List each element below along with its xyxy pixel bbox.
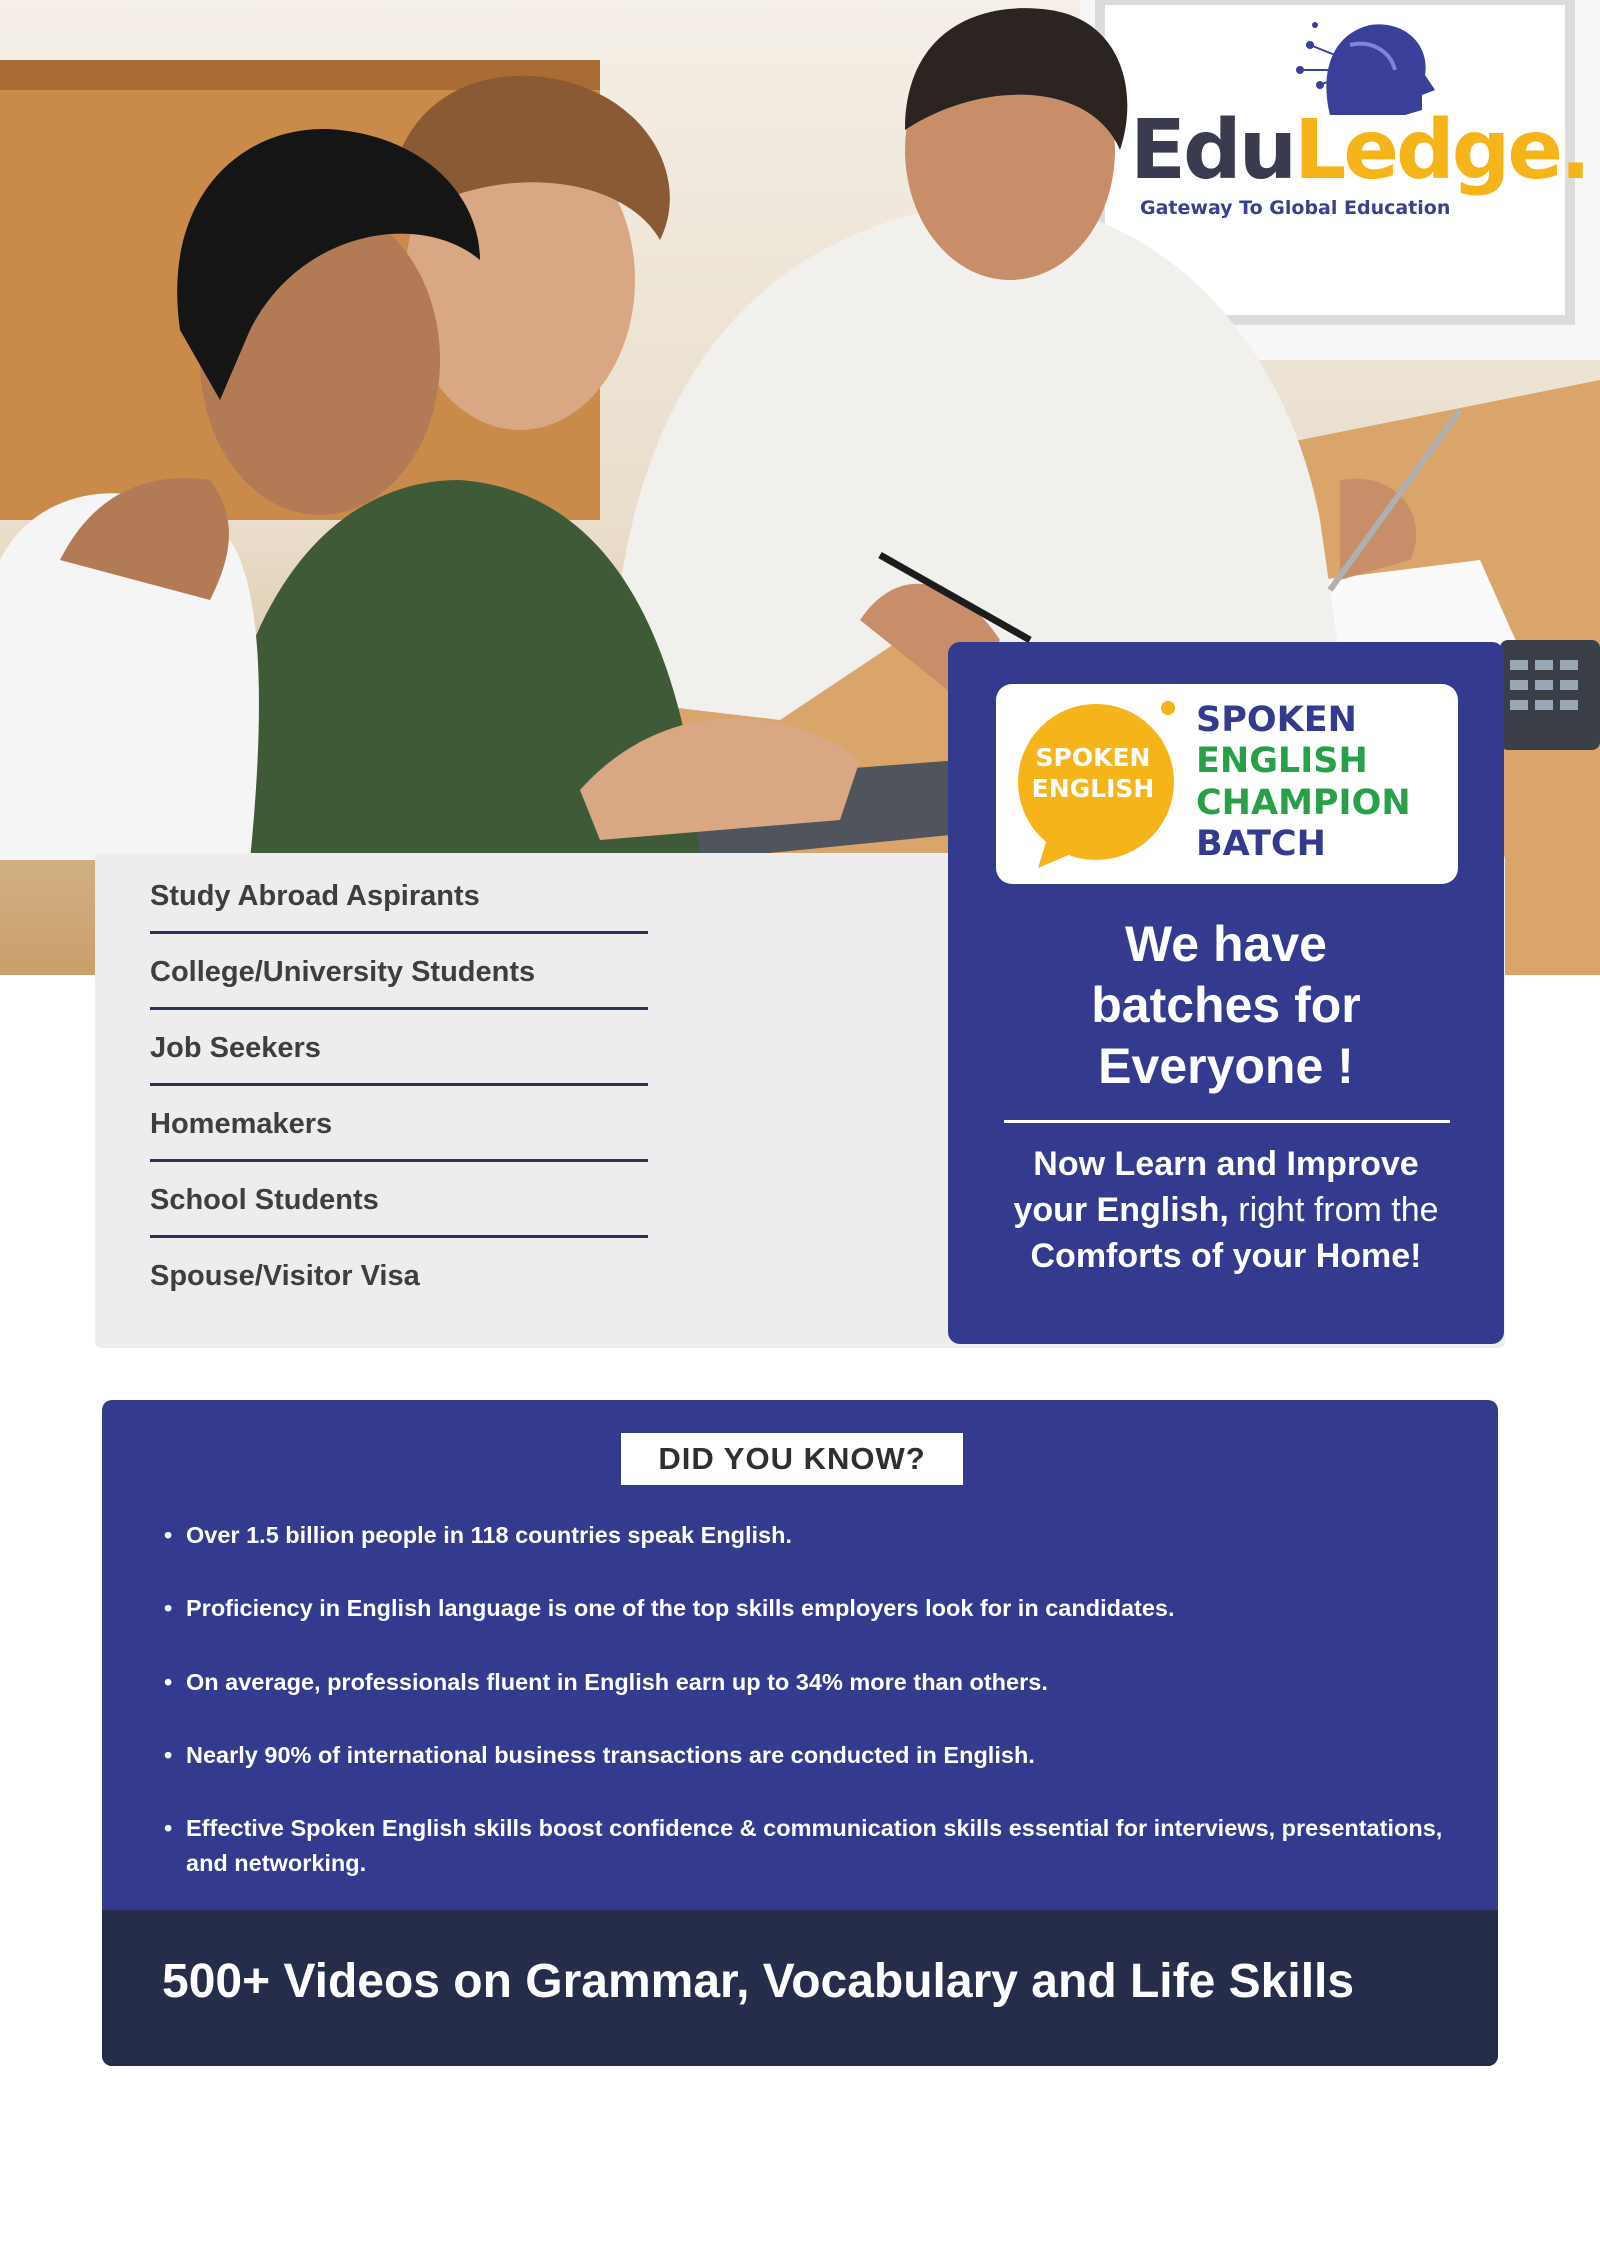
promo-box: [948, 642, 1504, 1344]
promo-headline-line1: We have: [1125, 916, 1327, 972]
fact-item: • Nearly 90% of international business transactions are conducted in English.: [164, 1738, 1464, 1773]
badge-title-line2: ENGLISH: [1196, 741, 1368, 782]
promo-sub-regular: right from the: [1228, 1190, 1439, 1229]
badge-title-line1: SPOKEN: [1196, 700, 1357, 740]
badge-title: [1196, 700, 1411, 865]
badge-title-line4: BATCH: [1196, 823, 1326, 864]
fact-item: • Proficiency in English language is one of the top skills employers look for in candidates.: [164, 1591, 1464, 1626]
fact-item: • On average, professionals fluent in English earn up to 34% more than others.: [164, 1665, 1464, 1700]
brand-name: [1130, 103, 1589, 198]
promo-sub-bold2: your English,: [1013, 1190, 1229, 1229]
promo-sub-bold3: Comforts of your Home!: [1030, 1236, 1422, 1275]
badge-bubble-line2: ENGLISH: [1031, 774, 1155, 804]
badge-bubble-line1: SPOKEN: [1035, 743, 1151, 772]
did-you-know-panel: [102, 1400, 1498, 2066]
audience-item: Homemakers: [150, 1108, 648, 1162]
audience-item: Study Abroad Aspirants: [150, 880, 648, 934]
videos-band: [102, 1910, 1498, 2066]
brand-name-part1: Edu: [1130, 103, 1295, 198]
fact-item: • Effective Spoken English skills boost confidence & communication skills essential for interviews, presentations, and networking.: [164, 1811, 1464, 1882]
promo-headline-line3: Everyone !: [1098, 1038, 1354, 1094]
audience-item: School Students: [150, 1184, 648, 1238]
badge-title-line3: CHAMPION: [1196, 782, 1411, 823]
promo-headline: [948, 914, 1504, 1097]
did-you-know-title: DID YOU KNOW?: [621, 1433, 963, 1485]
champion-batch-badge: [996, 684, 1458, 884]
audience-list: [150, 880, 648, 1333]
facts-list: [164, 1518, 1464, 1920]
promo-divider: [1004, 1120, 1450, 1123]
videos-text: 500+ Videos on Grammar, Vocabulary and Life Skills: [162, 1955, 1355, 2008]
audience-item: Spouse/Visitor Visa: [150, 1260, 420, 1292]
promo-headline-line2: batches for: [1091, 977, 1361, 1033]
brand-tagline: Gateway To Global Education: [1140, 197, 1451, 219]
promo-subtext: [948, 1142, 1504, 1280]
audience-item: Job Seekers: [150, 1032, 648, 1086]
promo-sub-bold1: Now Learn and Improve: [1033, 1145, 1419, 1183]
eduledge-logo: [1130, 15, 1590, 219]
brand-name-part2: Ledge.: [1294, 103, 1589, 198]
audience-item: College/University Students: [150, 956, 648, 1010]
badge-bubble-text: [1018, 742, 1168, 805]
fact-item: • Over 1.5 billion people in 118 countries speak English.: [164, 1518, 1464, 1553]
